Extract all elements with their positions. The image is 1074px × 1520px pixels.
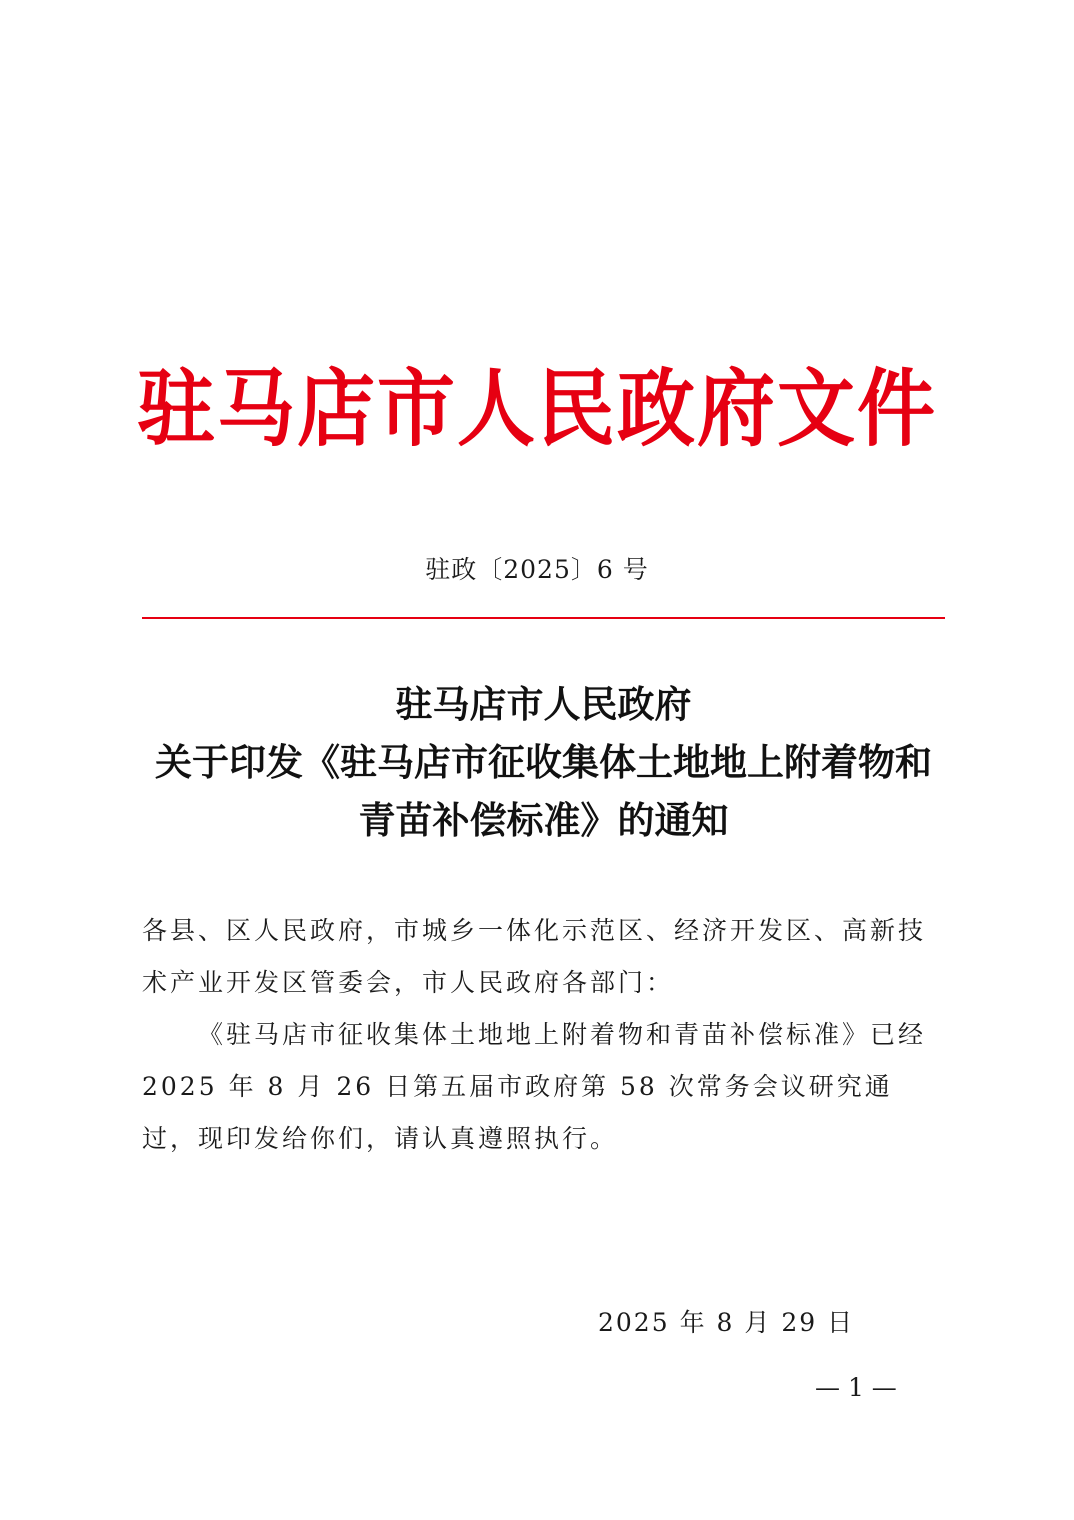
document-masthead: 驻马店市人民政府文件 — [136, 360, 937, 459]
title-line-2: 关于印发《驻马店市征收集体土地地上附着物和 — [155, 740, 932, 784]
title-line-3: 青苗补偿标准》的通知 — [358, 798, 729, 842]
page-number: — 1 — — [815, 1373, 897, 1402]
document-number: 驻政〔2025〕6 号 — [425, 555, 649, 584]
red-divider-line — [142, 617, 945, 619]
document-title — [142, 675, 945, 849]
document-body — [142, 905, 945, 1165]
main-paragraph: 《驻马店市征收集体土地地上附着物和青苗补偿标准》已经2025 年 8 月 26 日第五届市政府第 58 次常务会议研究通过，现印发给你们，请认真遵照执行。 — [142, 1020, 927, 1153]
recipients-paragraph: 各县、区人民政府，市城乡一体化示范区、经济开发区、高新技术产业开发区管委会，市人民政府各部门： — [142, 916, 927, 997]
issue-date: 2025 年 8 月 29 日 — [598, 1308, 855, 1337]
title-line-1: 驻马店市人民政府 — [395, 682, 692, 726]
